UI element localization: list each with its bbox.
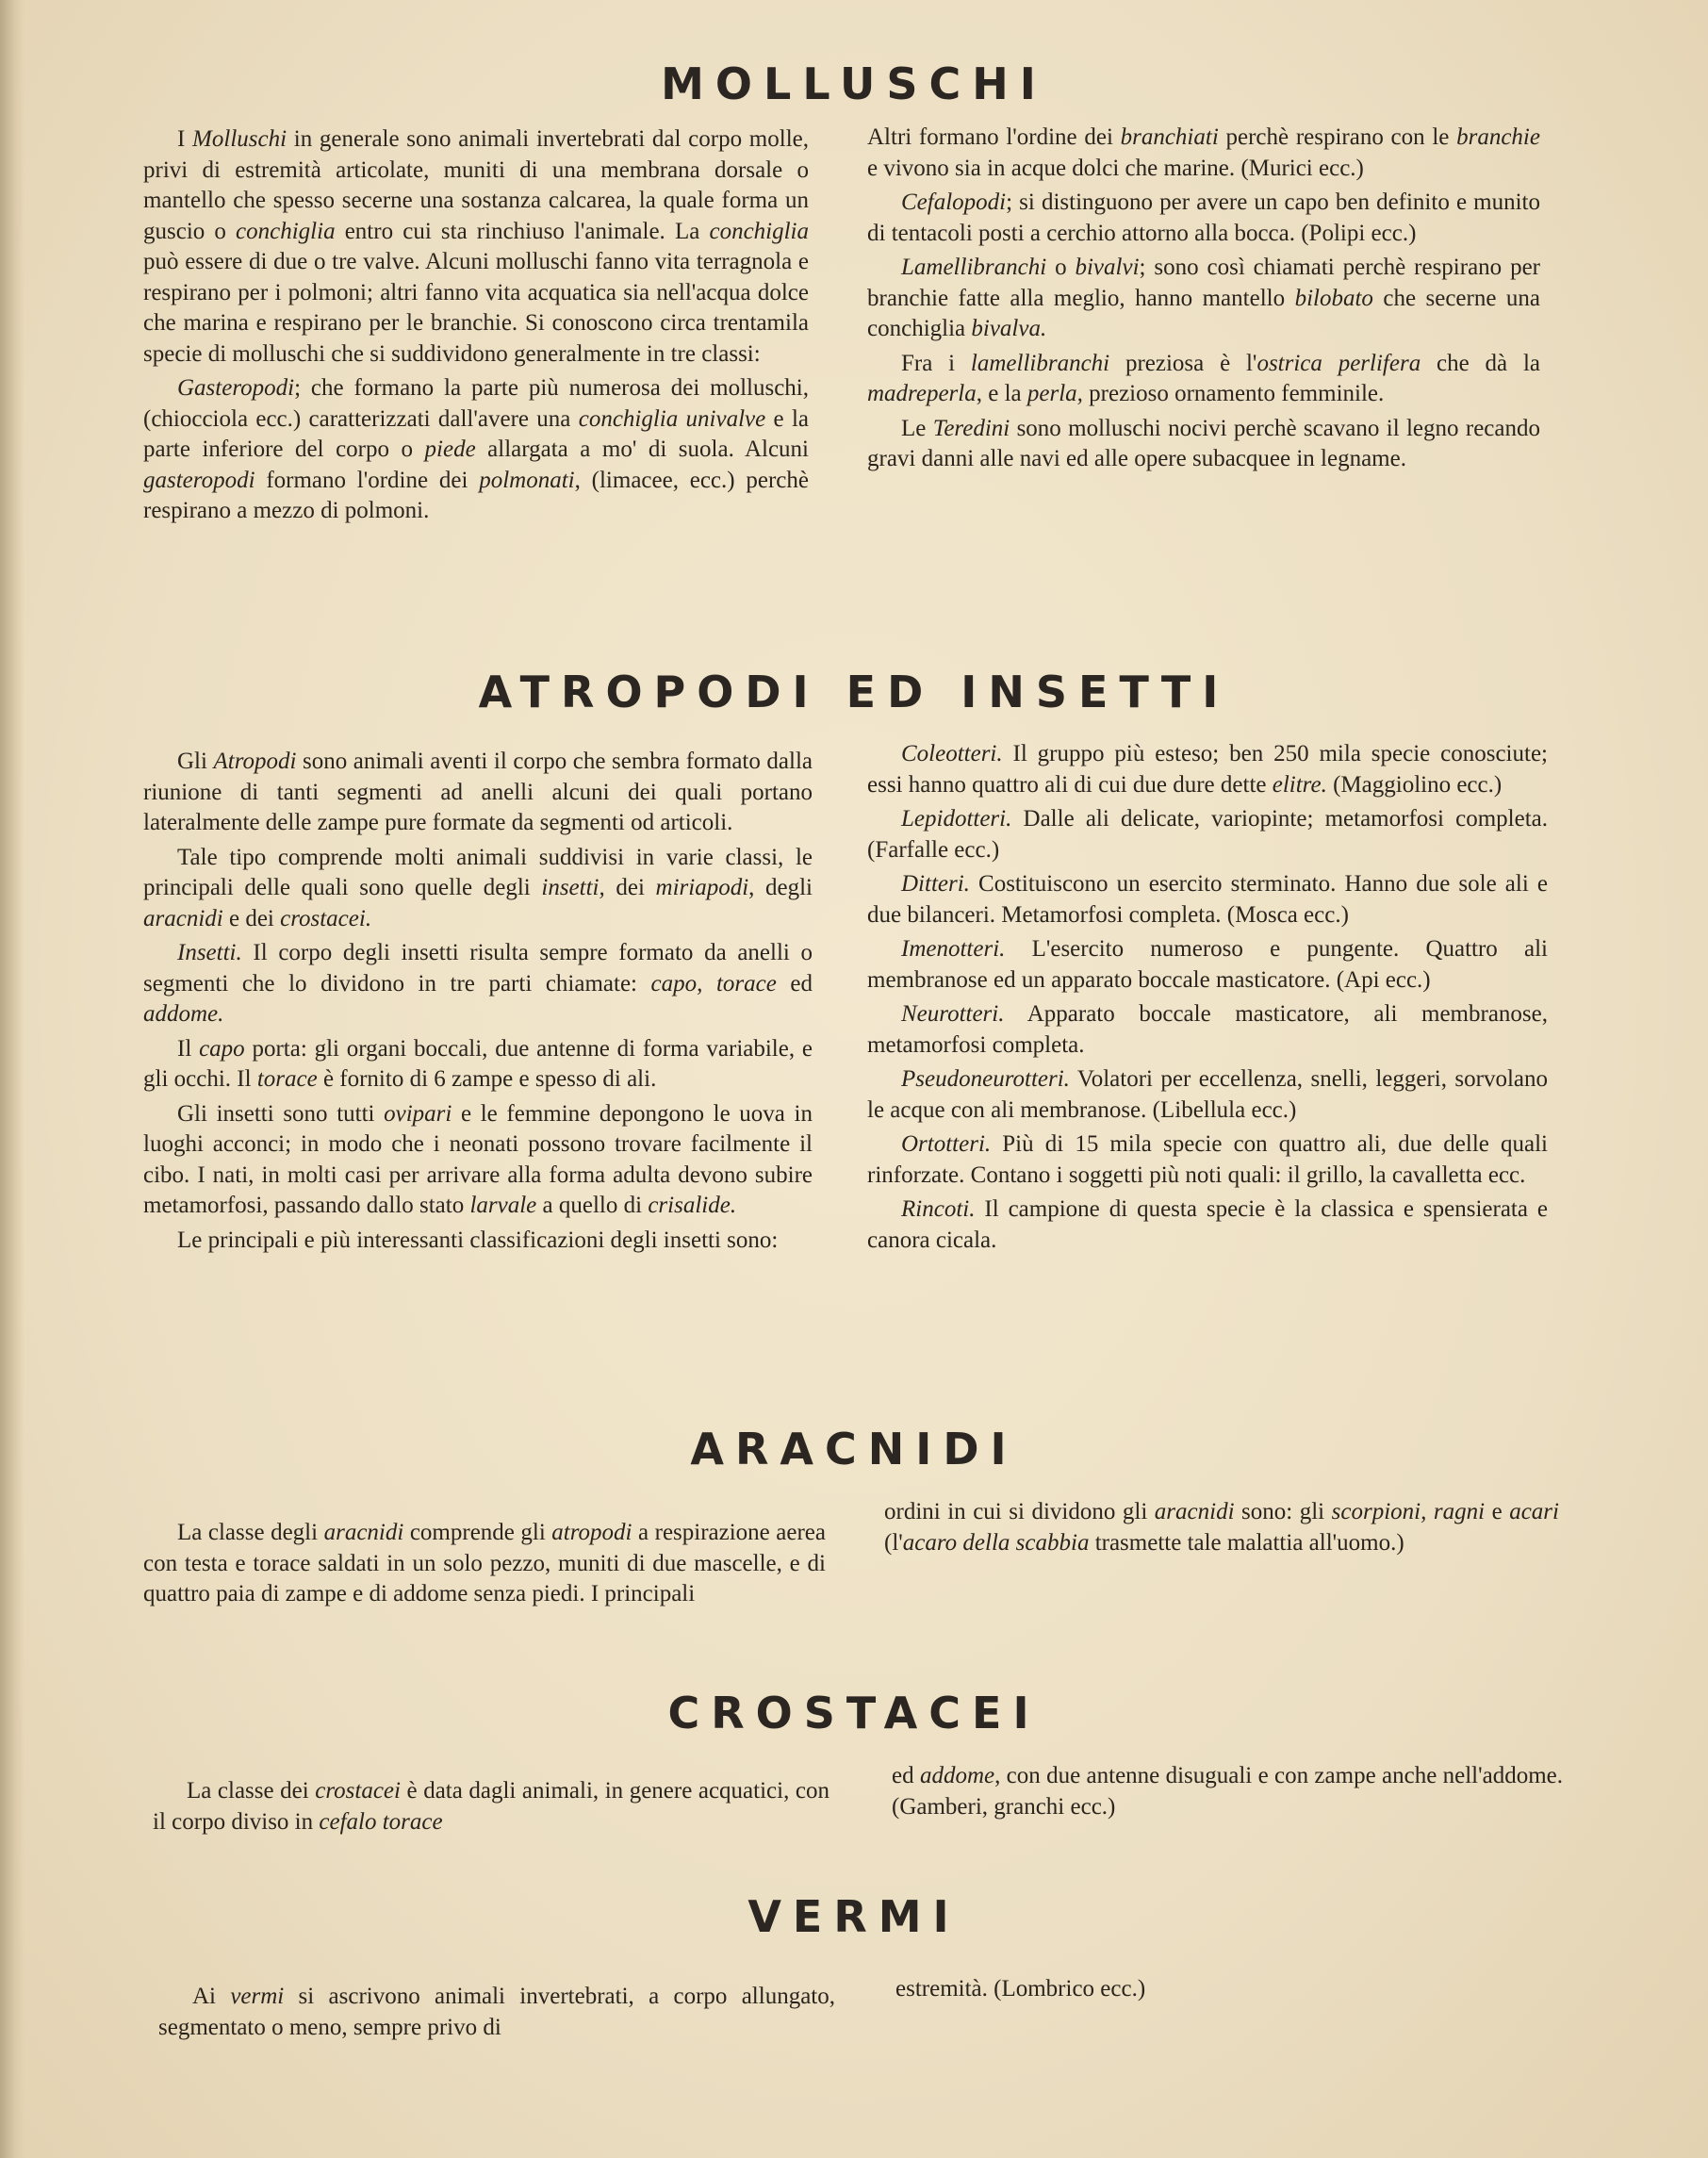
paragraph: Le principali e più interessanti classificazioni degli insetti sono: — [177, 1227, 779, 1253]
column-left — [153, 1776, 829, 1841]
page-left-edge — [0, 0, 25, 2158]
italic-term: Pseudoneurotteri. — [901, 1066, 1070, 1092]
paragraph: Lamellibranchi o bivalvi; sono così chiamati perchè respirano per branchie fatte alla meglio, hanno mantello bilobato che secerne una conchiglia bivalva. — [867, 255, 1541, 341]
paragraph: Pseudoneurotteri. Volatori per eccellenza, snelli, leggeri, sorvolano le acque con ali membranose. (Libellula ecc.) — [867, 1066, 1548, 1123]
column-right — [892, 1761, 1563, 1826]
paragraph: ed addome, con due antenne disuguali e con zampe anche nell'addome. (Gamberi, granchi ecc.) — [892, 1763, 1563, 1820]
italic-term: scorpioni, ragni — [1331, 1499, 1486, 1524]
section-title: VERMI — [747, 1891, 961, 1942]
column-right — [867, 739, 1548, 1260]
italic-term: ostrica perlifera — [1256, 350, 1421, 376]
italic-term: Insetti. — [177, 940, 242, 965]
italic-term: Molluschi — [192, 126, 287, 152]
italic-term: capo, torace — [650, 970, 777, 997]
paragraph: Ditteri. Costituiscono un esercito sterminato. Hanno due sole ali e due bilanceri. Metamorfosi completa. (Mosca ecc.) — [867, 871, 1548, 928]
paragraph: Fra i lamellibranchi preziosa è l'ostrica perlifera che dà la madreperla, e la perla, prezioso ornamento femminile. — [867, 350, 1540, 406]
italic-term: ovipari — [384, 1100, 452, 1127]
italic-term: aracnidi — [1154, 1499, 1235, 1524]
paragraph: I Molluschi in generale sono animali invertebrati dal corpo molle, privi di estremità articolate, muniti di una membrana dorsale o mantello che spesso secerne una sostanza calcarea, la quale forma un guscio o conchiglia entro cui sta rinchiuso l'animale. La conchiglia può essere di due o tre valve. Alcuni molluschi fanno vita terragnola e respirano per i polmoni; altri fanno vita acquatica sia nell'acqua dolce che marina e respirano per le branchie. Si conoscono circa trentamila specie di molluschi che si suddividono generalmente in tre classi: — [143, 126, 809, 367]
italic-term: vermi — [230, 1984, 285, 2009]
italic-term: Teredini — [932, 415, 1010, 441]
italic-term: Ditteri. — [901, 871, 970, 897]
paragraph: Tale tipo comprende molti animali suddivisi in varie classi, le principali delle quali sono quelle degli insetti, dei miriapodi, degli aracnidi e dei crostacei. — [143, 844, 813, 931]
italic-term: torace — [256, 1066, 318, 1092]
italic-term: Imenotteri. — [901, 936, 1006, 962]
section-title: ARACNIDI — [690, 1424, 1018, 1474]
italic-term: lamellibranchi — [970, 350, 1110, 376]
paragraph: Rincoti. Il campione di questa specie è la classica e spensierata e canora cicala. — [867, 1196, 1548, 1253]
italic-term: aracnidi — [323, 1520, 404, 1545]
paragraph: ordini in cui si dividono gli aracnidi sono: gli scorpioni, ragni e acari (l'acaro della scabbia trasmette tale malattia all'uomo.) — [884, 1499, 1559, 1556]
italic-term: capo — [199, 1035, 245, 1062]
italic-term: acari — [1509, 1499, 1559, 1524]
italic-term: crostacei — [315, 1778, 401, 1804]
column-right — [867, 123, 1540, 479]
paragraph: Imenotteri. L'esercito numeroso e pungente. Quattro ali membranose ed un apparato boccale masticatore. (Api ecc.) — [867, 936, 1548, 993]
italic-term: miriapodi — [655, 875, 749, 900]
paragraph: Neurotteri. Apparato boccale masticatore, ali membranose, metamorfosi completa. — [867, 1001, 1548, 1058]
italic-term: crisalide. — [648, 1193, 737, 1218]
italic-term: branchiati — [1120, 124, 1219, 150]
italic-term: Gasteropodi — [177, 375, 295, 401]
paragraph: Ortotteri. Più di 15 mila specie con quattro ali, due delle quali rinforzate. Contano i soggetti più noti quali: il grillo, la cavalletta ecc. — [867, 1131, 1548, 1188]
italic-term: polmonati — [479, 467, 575, 493]
italic-term: addome — [919, 1763, 995, 1788]
paragraph: Ai vermi si ascrivono animali invertebrati, a corpo allungato, segmentato o meno, sempre privo di — [158, 1984, 835, 2040]
italic-term: addome. — [143, 1001, 224, 1027]
column-right — [895, 1974, 1555, 2009]
paragraph: Cefalopodi; si distinguono per avere un capo ben definito e munito di tentacoli posti a cerchio attorno alla bocca. (Polipi ecc.) — [867, 189, 1540, 246]
italic-term: conchiglia — [236, 218, 336, 244]
italic-term: acaro della scabbia — [902, 1529, 1090, 1556]
italic-term: bivalvi — [1075, 255, 1140, 280]
paragraph: Gli insetti sono tutti ovipari e le femmine depongono le uova in luoghi acconci; in modo che i neonati possono trovare facilmente il cibo. I nati, in molti casi per arrivare alla forma adulta devono subire metamorfosi, passando dallo stato larvale a quello di crisalide. — [143, 1100, 813, 1218]
italic-term: Coleotteri. — [901, 741, 1003, 766]
paragraph: Insetti. Il corpo degli insetti risulta sempre formato da anelli o segmenti che lo dividono in tre parti chiamate: capo, torace ed addome. — [143, 940, 813, 1027]
italic-term: Lepidotteri. — [901, 806, 1012, 832]
column-left — [158, 1982, 835, 2047]
italic-term: madreperla — [867, 381, 977, 406]
italic-term: cefalo torace — [319, 1808, 443, 1835]
paragraph: Lepidotteri. Dalle ali delicate, variopinte; metamorfosi completa. (Farfalle ecc.) — [867, 806, 1548, 863]
section-title: CROSTACEI — [667, 1688, 1041, 1738]
italic-term: insetti, — [541, 875, 605, 900]
paragraph: Coleotteri. Il gruppo più esteso; ben 250 mila specie conosciute; essi hanno quattro ali di cui due dure dette elitre. (Maggiolino ecc.) — [867, 741, 1548, 798]
italic-term: branchie — [1456, 124, 1540, 150]
italic-term: Neurotteri. — [901, 1001, 1005, 1027]
column-right — [884, 1497, 1559, 1562]
italic-term: elitre. — [1272, 771, 1327, 798]
italic-term: Rincoti. — [901, 1196, 976, 1222]
paragraph: estremità. (Lombrico ecc.) — [895, 1976, 1146, 2002]
italic-term: bilobato — [1294, 285, 1373, 311]
paragraph: Gasteropodi; che formano la parte più numerosa dei molluschi, (chiocciola ecc.) caratterizzati dall'avere una conchiglia univalve e la parte inferiore del corpo o piede allargata a mo' di suola. Alcuni gasteropodi formano l'ordine dei polmonati, (limacee, ecc.) perchè respirano a mezzo di polmoni. — [143, 375, 810, 523]
paragraph: Altri formano l'ordine dei branchiati perchè respirano con le branchie e vivono sia in acque dolci che marine. (Murici ecc.) — [867, 124, 1540, 181]
italic-term: crostacei. — [280, 905, 372, 931]
paragraph: La classe dei crostacei è data dagli animali, in genere acquatici, con il corpo diviso in cefalo torace — [153, 1778, 829, 1835]
italic-term: larvale — [469, 1193, 537, 1218]
paragraph: Le Teredini sono molluschi nocivi perchè scavano il legno recando gravi danni alle navi ed alle opere subacquee in legname. — [867, 415, 1540, 471]
italic-term: gasteropodi — [143, 467, 255, 493]
italic-term: bivalva. — [971, 316, 1047, 341]
italic-term: Lamellibranchi — [901, 255, 1047, 280]
italic-term: Ortotteri. — [901, 1131, 992, 1157]
column-left — [143, 747, 813, 1260]
paragraph: La classe degli aracnidi comprende gli atropodi a respirazione aerea con testa e torace saldati in un solo pezzo, muniti di due mascelle, e di quattro paia di zampe e di addome senza piedi. I principali — [143, 1520, 826, 1606]
italic-term: Cefalopodi — [901, 189, 1007, 215]
italic-term: piede — [424, 437, 476, 462]
italic-term: conchiglia univalve — [578, 405, 766, 432]
column-left — [143, 1518, 826, 1614]
paragraph: Il capo porta: gli organi boccali, due antenne di forma variabile, e gli occhi. Il torace è fornito di 6 zampe e spesso di ali. — [143, 1035, 813, 1092]
italic-term: perla, — [1026, 381, 1083, 406]
italic-term: aracnidi — [143, 905, 223, 931]
section-title: MOLLUSCHI — [661, 58, 1047, 109]
italic-term: atropodi — [551, 1520, 632, 1545]
paragraph: Gli Atropodi sono animali aventi il corpo che sembra formato dalla riunione di tanti segmenti ad anelli alcuni dei quali portano lateralmente delle zampe pure formate da segmenti od articoli. — [143, 749, 813, 835]
italic-term: conchiglia — [709, 218, 809, 244]
column-left — [143, 124, 809, 531]
italic-term: Atropodi — [213, 749, 297, 774]
section-title: ATROPODI ED INSETTI — [478, 667, 1230, 717]
